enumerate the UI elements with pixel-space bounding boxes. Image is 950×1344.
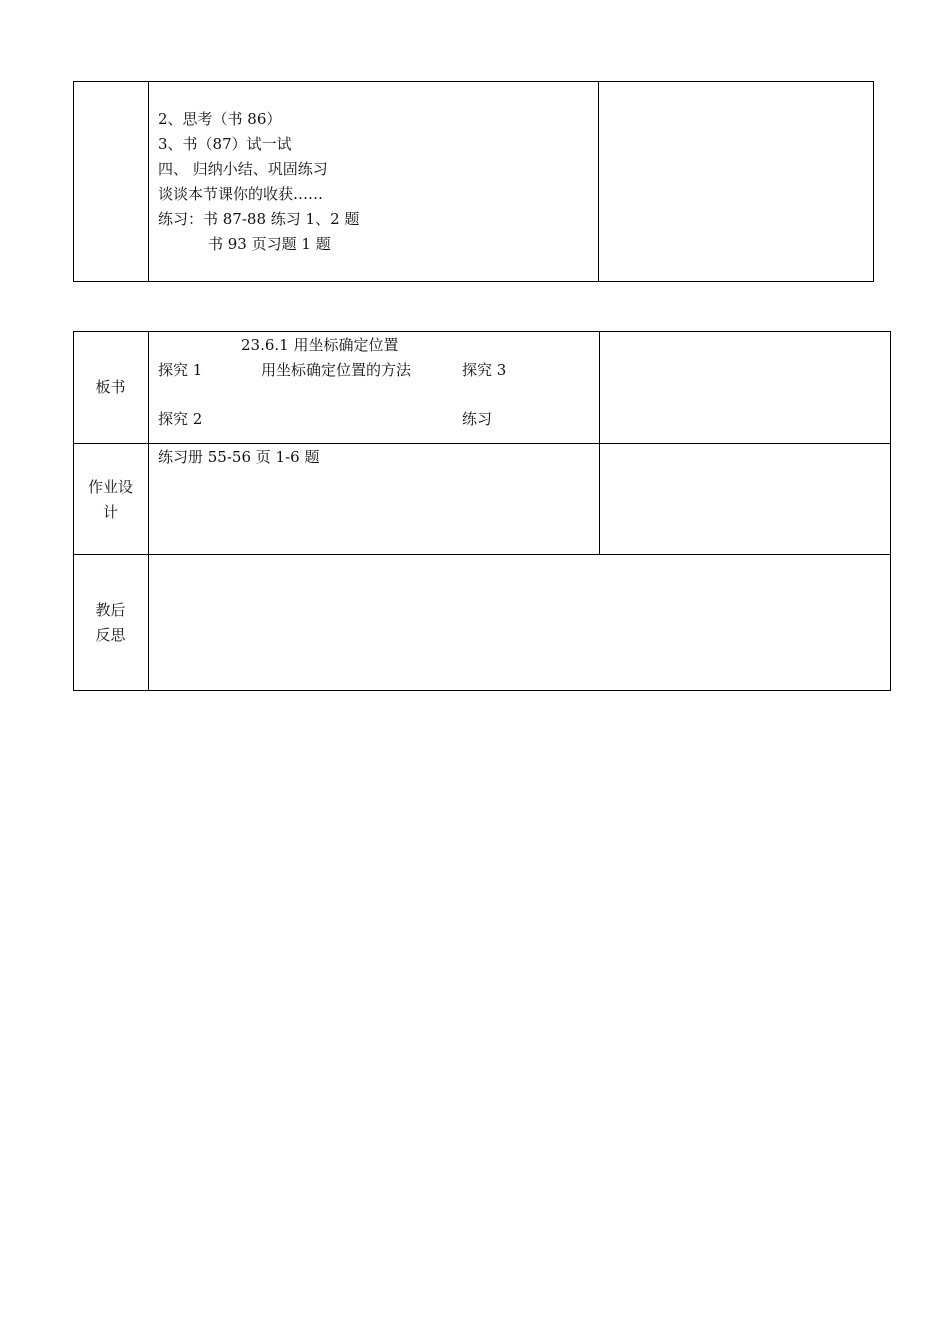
step-summary: 四、 归纳小结、巩固练习: [158, 160, 328, 178]
board-title: 23.6.1 用坐标确定位置: [241, 336, 399, 354]
step-try: 3、书（87）试一试: [158, 135, 292, 153]
board-explore-3: 探究 3: [462, 361, 507, 379]
step-exercise: 练习：书 87-88 练习 1、2 题: [158, 210, 360, 228]
table2-divider-left: [148, 331, 149, 691]
table1-divider-left: [148, 81, 149, 282]
step-think: 2、思考（书 86）: [158, 110, 282, 128]
board-label: 板书: [95, 378, 126, 396]
lesson-table-main: [73, 331, 891, 691]
step-exercise-extra: 书 93 页习题 1 题: [208, 235, 331, 253]
board-method: 用坐标确定位置的方法: [261, 361, 412, 379]
step-harvest: 谈谈本节课你的收获……: [158, 185, 324, 203]
homework-label-line2: 计: [102, 503, 118, 521]
board-explore-2: 探究 2: [158, 410, 203, 428]
board-explore-1: 探究 1: [158, 361, 203, 379]
reflection-label-line1: 教后: [95, 601, 126, 619]
reflection-label-line2: 反思: [95, 626, 126, 644]
homework-label-line1: 作业设: [87, 478, 133, 496]
board-practice: 练习: [462, 410, 493, 428]
homework-content: 练习册 55-56 页 1-6 题: [158, 448, 320, 466]
table2-row-divider-1: [73, 443, 891, 444]
table2-row-divider-2: [73, 554, 891, 555]
table1-divider-right: [598, 81, 599, 282]
